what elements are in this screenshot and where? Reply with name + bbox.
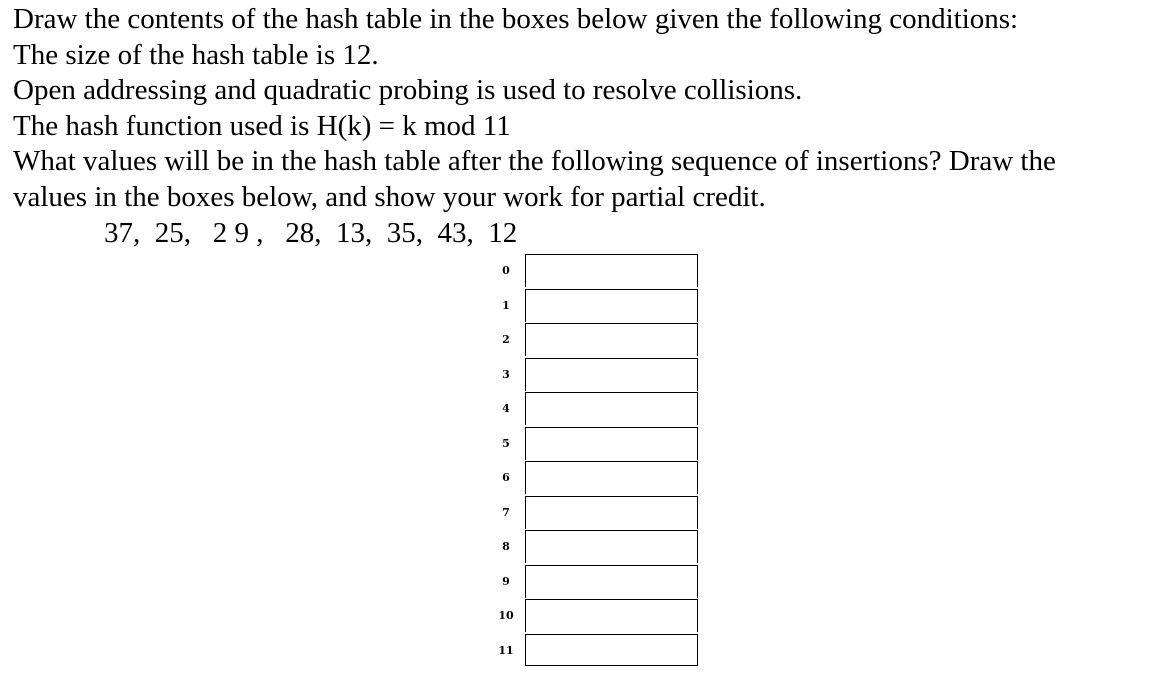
question-line-3: Open addressing and quadratic probing is used to resolve collisions. — [13, 74, 803, 106]
slot-index-7: 7 — [502, 505, 510, 519]
slot-box-6[interactable] — [525, 461, 698, 494]
question-line-5: What values will be in the hash table after the following sequence of insertions? Draw the — [13, 145, 1056, 177]
slot-box-10[interactable] — [525, 599, 698, 632]
slot-box-0[interactable] — [525, 254, 698, 287]
slot-index-4: 4 — [502, 402, 510, 415]
slot-index-2: 2 — [502, 333, 510, 346]
hash-table-row-3 — [488, 358, 702, 393]
hash-table-row-8 — [488, 530, 702, 565]
slot-index-1: 1 — [502, 298, 510, 312]
insertion-sequence — [104, 216, 517, 251]
insertion-sequence-text: 37, 25, 2 9 , 28, 13, 35, 43, 12 — [104, 217, 518, 249]
question-line-6: values in the boxes below, and show your work for partial credit. — [13, 180, 766, 213]
hash-table-row-0 — [488, 254, 702, 289]
slot-index-5: 5 — [502, 436, 510, 450]
slot-box-11[interactable] — [525, 634, 698, 667]
hash-table-row-2 — [488, 323, 702, 358]
slot-index-9: 9 — [502, 574, 510, 588]
hash-table-row-4 — [488, 392, 702, 427]
slot-box-2[interactable] — [525, 323, 698, 356]
slot-index-8: 8 — [502, 540, 510, 553]
slot-index-3: 3 — [502, 367, 510, 381]
question-line-4: The hash function used is H(k) = k mod 11 — [13, 109, 511, 142]
slot-index-11: 11 — [498, 643, 514, 657]
question-line-1: Draw the contents of the hash table in the boxes below given the following conditions: — [13, 3, 1019, 35]
slot-box-7[interactable] — [525, 496, 698, 529]
slot-box-5[interactable] — [525, 427, 698, 460]
hash-table-row-11 — [488, 634, 702, 669]
slot-box-3[interactable] — [525, 358, 698, 391]
slot-index-0: 0 — [502, 264, 510, 277]
slot-index-10: 10 — [498, 609, 514, 622]
hash-table-row-1 — [488, 289, 702, 324]
slot-box-4[interactable] — [525, 392, 698, 425]
hash-table-row-9 — [488, 565, 702, 600]
slot-index-6: 6 — [502, 471, 510, 484]
slot-box-9[interactable] — [525, 565, 698, 598]
question-text — [13, 2, 1163, 215]
hash-table-row-6 — [488, 461, 702, 496]
slot-box-8[interactable] — [525, 530, 698, 563]
hash-table — [488, 254, 702, 668]
hash-table-row-5 — [488, 427, 702, 462]
hash-table-row-7 — [488, 496, 702, 531]
hash-table-row-10 — [488, 599, 702, 634]
slot-box-1[interactable] — [525, 289, 698, 322]
question-line-2: The size of the hash table is 12. — [13, 38, 379, 71]
